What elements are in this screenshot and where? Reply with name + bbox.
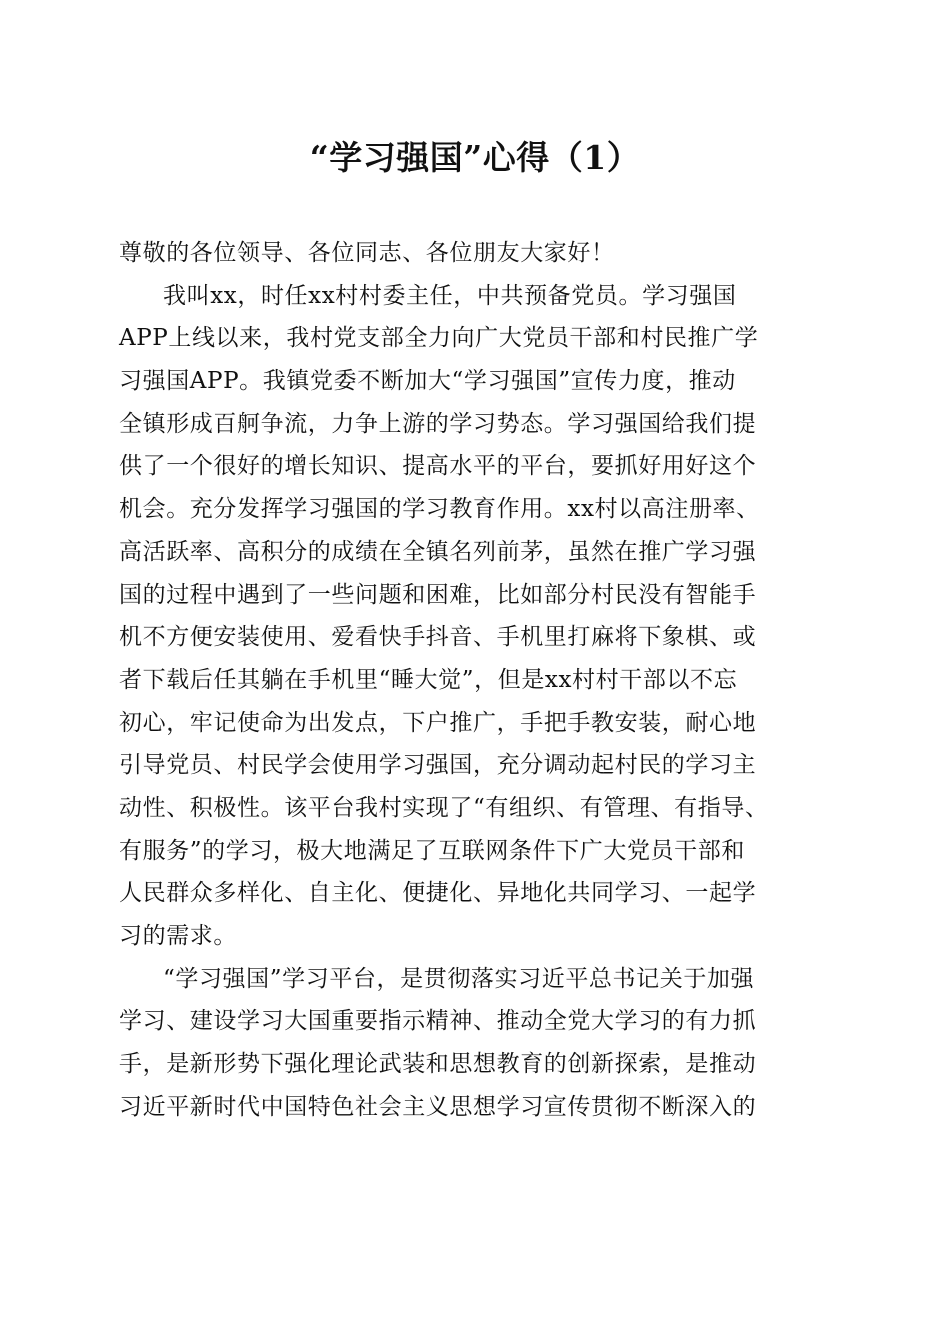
paragraph-line: 手，是新形势下强化理论武装和思想教育的创新探索，是推动 bbox=[119, 1051, 757, 1078]
paragraph-line: 人民群众多样化、自主化、便捷化、异地化共同学习、一起学 bbox=[119, 880, 757, 907]
paragraph-line: 学习、建设学习大国重要指示精神、推动全党大学习的有力抓 bbox=[119, 1008, 757, 1035]
document-title: “学习强国”心得（1） bbox=[309, 138, 641, 177]
paragraph-line: 引导党员、村民学会使用学习强国，充分调动起村民的学习主 bbox=[119, 752, 757, 779]
paragraph-line: 全镇形成百舸争流，力争上游的学习势态。学习强国给我们提 bbox=[119, 410, 757, 437]
paragraph-line: 机会。充分发挥学习强国的学习教育作用。xx村以高注册率、 bbox=[119, 496, 760, 523]
paragraph-line: 习强国APP。我镇党委不断加大“学习强国”宣传力度，推动 bbox=[119, 368, 736, 395]
paragraph-line: 习近平新时代中国特色社会主义思想学习宣传贯彻不断深入的 bbox=[119, 1093, 757, 1120]
paragraph-line: 机不方便安装使用、爱看快手抖音、手机里打麻将下象棋、或 bbox=[119, 624, 757, 651]
paragraph-line: APP上线以来，我村党支部全力向广大党员干部和村民推广学 bbox=[119, 325, 759, 352]
paragraph-line: 者下载后任其躺在手机里“睡大觉”，但是xx村村干部以不忘 bbox=[119, 666, 738, 693]
paragraph-line: 国的过程中遇到了一些问题和困难，比如部分村民没有智能手 bbox=[119, 581, 757, 608]
paragraph-line: 供了一个很好的增长知识、提高水平的平台，要抓好用好这个 bbox=[119, 453, 757, 480]
paragraph-1 bbox=[119, 275, 835, 958]
paragraph-line: “学习强国”学习平台，是贯彻落实习近平总书记关于加强 bbox=[163, 965, 755, 992]
paragraph-line: 我叫xx，时任xx村村委主任，中共预备党员。学习强国 bbox=[163, 282, 737, 309]
paragraph-line: 动性、积极性。该平台我村实现了“有组织、有管理、有指导、 bbox=[119, 794, 769, 821]
paragraph-line: 初心，牢记使命为出发点，下户推广，手把手教安装，耐心地 bbox=[119, 709, 757, 736]
paragraph-line: 高活跃率、高积分的成绩在全镇名列前茅，虽然在推广学习强 bbox=[119, 538, 757, 565]
paragraph-2 bbox=[119, 958, 835, 1129]
document-body bbox=[119, 232, 835, 1128]
greeting-line: 尊敬的各位领导、各位同志、各位朋友大家好！ bbox=[119, 240, 615, 266]
paragraph-line: 习的需求。 bbox=[119, 923, 237, 949]
paragraph-line: 有服务”的学习，极大地满足了互联网条件下广大党员干部和 bbox=[119, 837, 745, 864]
